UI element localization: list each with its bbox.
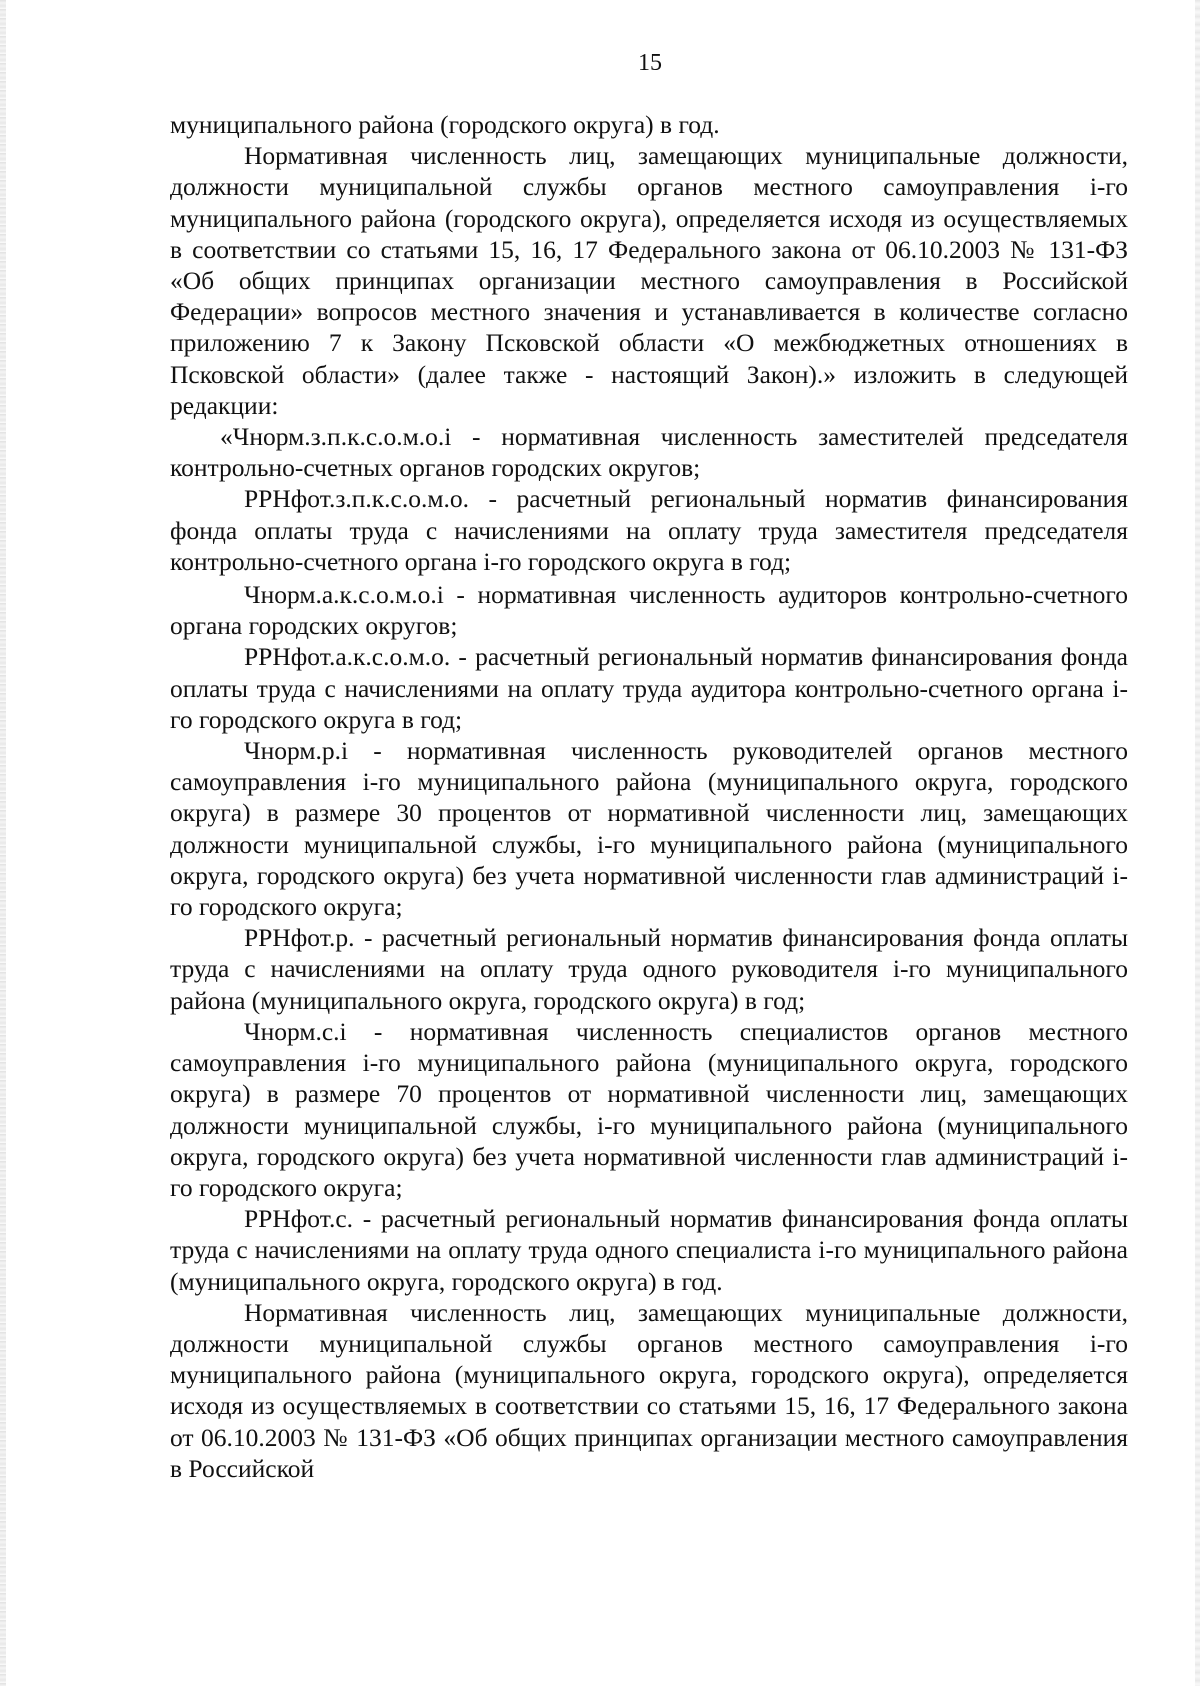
paragraph-normative-headcount-amended: Нормативная численность лиц, замещающих муниципальные должности, должности муниципальной службы органов местного самоуправления i-го муниципального района (муниципального округа, городского округа), определяется исходя из осуществляемых в соответствии со статьями 15, 16, 17 Федерального закона от 06.10.2003 № 131-ФЗ «Об общих принципах организации местного самоуправления в Российской [170,1297,1128,1483]
page-number: 15 [638,50,662,76]
paragraph-deputy-chairman-headcount: «Чнорм.з.п.к.с.о.м.о.i - нормативная численность заместителей председателя контрольно-счетных органов городских округов; [170,422,1128,483]
paragraph-deputy-chairman-standard: РРНфот.з.п.к.с.о.м.о. - расчетный региональный норматив финансирования фонда оплаты труда с начислениями на оплату труда заместителя председателя контрольно-счетного органа i-го городского округа в год; [170,484,1128,576]
paragraph-specialists-headcount: Чнорм.с.i - нормативная численность специалистов органов местного самоуправления i-го муниципального района (муниципального округа, городского округа) в размере 70 процентов от нормативной численности лиц, замещающих должности муниципальной службы, i-го муниципального района (муниципального округа, городского округа) без учета нормативной численности глав администраций i-го городского округа; [170,1016,1128,1202]
document-body [170,109,1128,1484]
scan-edge-left [0,0,6,1686]
scan-edge-right [1195,0,1200,1686]
paragraph-continuation: муниципального района (городского округа) в год. [170,110,720,139]
paragraph-heads-headcount: Чнорм.р.i - нормативная численность руководителей органов местного самоуправления i-го муниципального района (муниципального округа, городского округа) в размере 30 процентов от нормативной численности лиц, замещающих должности муниципальной службы, i-го муниципального района (муниципального округа, городского округа) без учета нормативной численности глав администраций i-го городского округа; [170,736,1128,922]
paragraph-auditors-headcount: Чнорм.а.к.с.о.м.о.i - нормативная численность аудиторов контрольно-счетного органа городских округов; [170,580,1128,641]
paragraph-head-standard: РРНфот.р. - расчетный региональный норматив финансирования фонда оплаты труда с начислениями на оплату труда одного руководителя i-го муниципального района (муниципального округа, городского округа) в год; [170,923,1128,1015]
paragraph-normative-headcount: Нормативная численность лиц, замещающих муниципальные должности, должности муниципальной службы органов местного самоуправления i-го муниципального района (городского округа), определяется исходя из осуществляемых в соответствии со статьями 15, 16, 17 Федерального закона от 06.10.2003 № 131-ФЗ «Об общих принципах организации местного самоуправления в Российской Федерации» вопросов местного значения и устанавливается в количестве согласно приложению 7 к Закону Псковской области «О межбюджетных отношениях в Псковской области» (далее также - настоящий Закон).» изложить в следующей редакции: [170,141,1128,420]
paragraph-specialist-standard: РРНфот.с. - расчетный региональный норматив финансирования фонда оплаты труда с начислениями на оплату труда одного специалиста i-го муниципального района (муниципального округа, городского округа) в год. [170,1204,1128,1296]
paragraph-auditor-standard: РРНфот.а.к.с.о.м.о. - расчетный региональный норматив финансирования фонда оплаты труда с начислениями на оплату труда аудитора контрольно-счетного органа i-го городского округа в год; [170,642,1128,734]
